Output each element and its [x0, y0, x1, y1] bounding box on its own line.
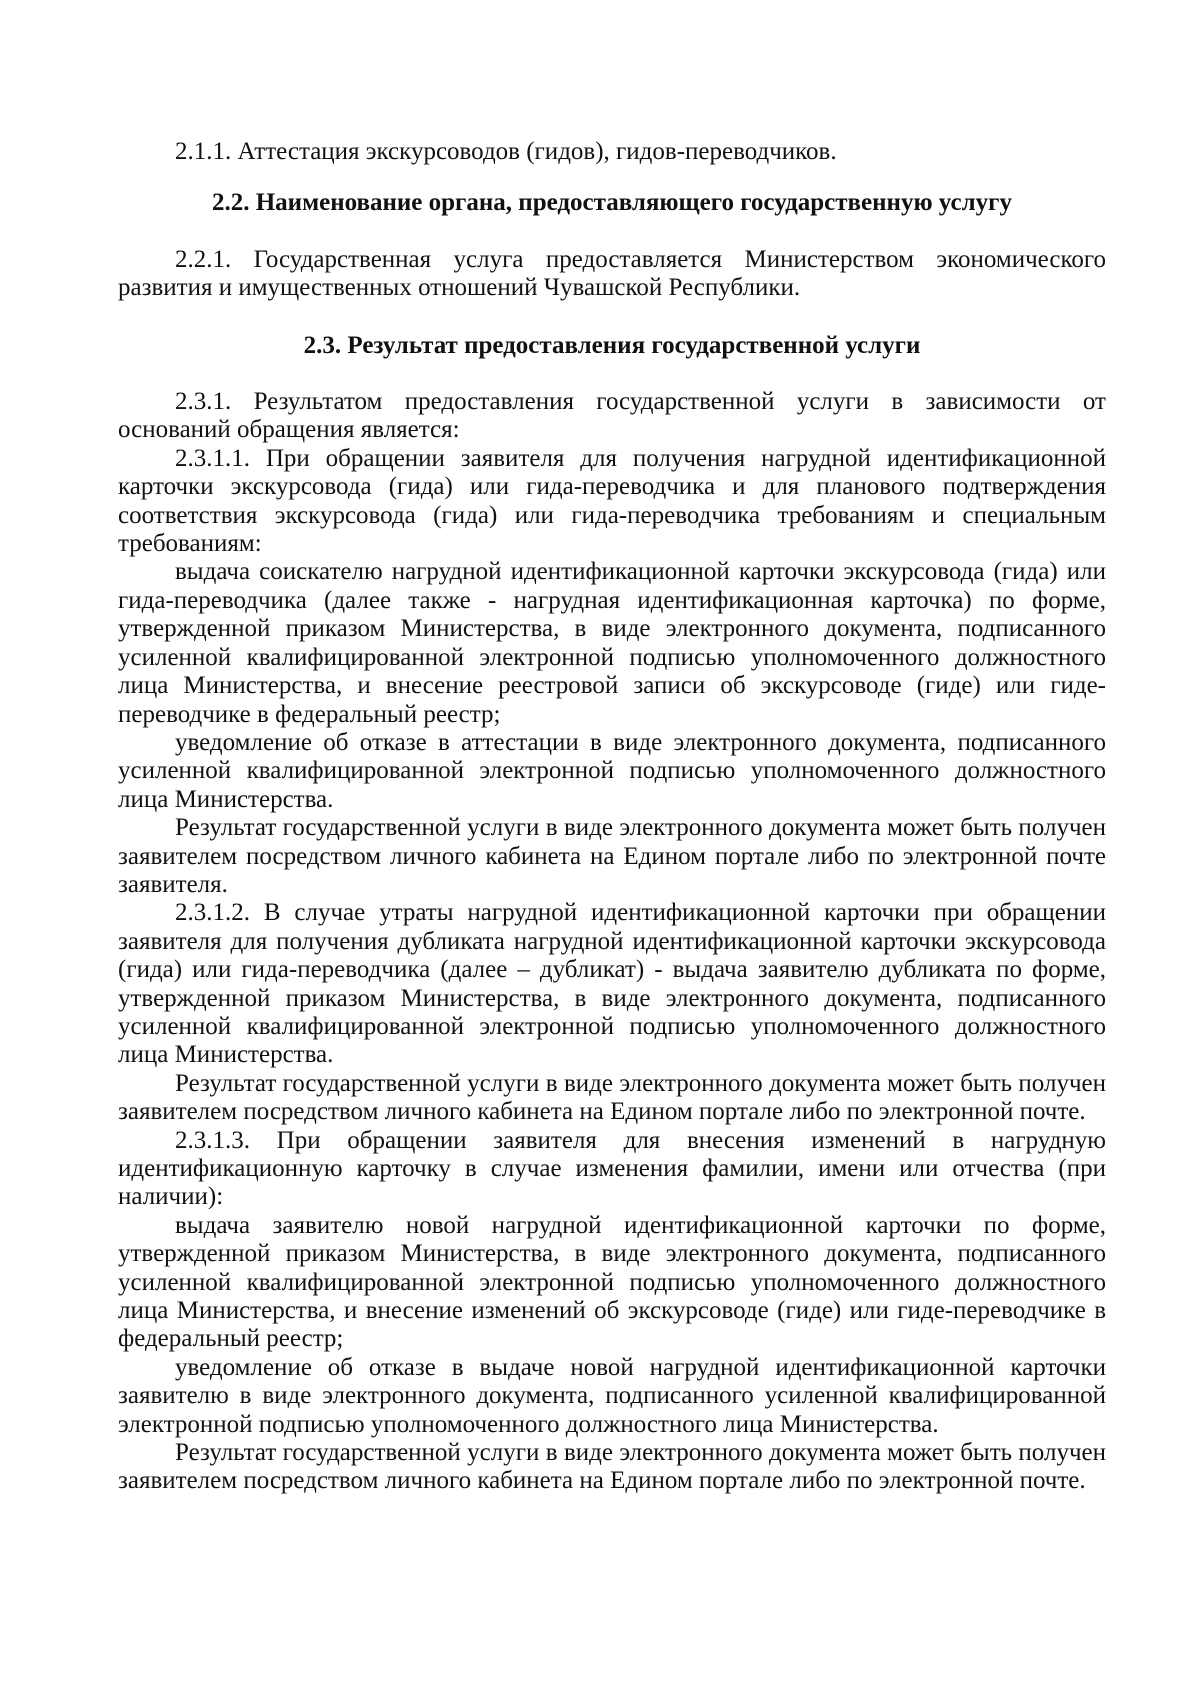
paragraph-refusal-1: уведомление об отказе в аттестации в виде электронного документа, подписанного усиленной квалифицированной электронной подписью уполномоченного должностного лица Министерства.: [118, 728, 1106, 813]
paragraph-result-1: Результат государственной услуги в виде электронного документа может быть получен заявителем посредством личного кабинета на Едином портале либо по электронной почте заявителя.: [118, 814, 1106, 898]
paragraph-issue-card: выдача соискателю нагрудной идентификационной карточки экскурсовода (гида) или гида-переводчика (далее также - нагрудная идентификационная карточка) по форме, утвержденной приказом Министерства, в виде электронного документа, подписанного усиленной квалифицированной электронной подписью уполномоченного должностного лица Министерства, и внесение реестровой записи об экскурсоводе (гиде) или гиде-переводчике в федеральный реестр;: [118, 558, 1106, 728]
paragraph-refusal-2: уведомление об отказе в выдаче новой нагрудной идентификационной карточки заявителю в виде электронного документа, подписанного усиленной квалифицированной электронной подписью уполномоченного должностного лица Министерства.: [118, 1353, 1106, 1438]
heading-2-3: 2.3. Результат предоставления государственной услуги: [303, 331, 921, 359]
paragraph-2-2-1: 2.2.1. Государственная услуга предоставляется Министерством экономического развития и имущественных отношений Чувашской Республики.: [118, 245, 1106, 302]
paragraph-2-3-1-3: 2.3.1.3. При обращении заявителя для внесения изменений в нагрудную идентификационную карточку в случае изменения фамилии, имени или отчества (при наличии):: [118, 1126, 1106, 1211]
document-body: [118, 138, 1106, 1496]
heading-2-2: 2.2. Наименование органа, предоставляющего государственную услугу: [211, 189, 1013, 217]
paragraph-2-1-1: 2.1.1. Аттестация экскурсоводов (гидов), гидов-переводчиков.: [175, 138, 837, 165]
paragraph-result-3: Результат государственной услуги в виде электронного документа может быть получен заявителем посредством личного кабинета на Едином портале либо по электронной почте.: [118, 1439, 1106, 1495]
paragraph-2-3-1: 2.3.1. Результатом предоставления государственной услуги в зависимости от оснований обращения является:: [118, 388, 1106, 444]
paragraph-2-3-1-1: 2.3.1.1. При обращении заявителя для получения нагрудной идентификационной карточки экскурсовода (гида) или гида-переводчика и для планового подтверждения соответствия экскурсовода (гида) или гида-переводчика требованиям и специальным требованиям:: [118, 444, 1106, 558]
paragraph-issue-new-card: выдача заявителю новой нагрудной идентификационной карточки по форме, утвержденной приказом Министерства, в виде электронного документа, подписанного усиленной квалифицированной электронной подписью уполномоченного должностного лица Министерства, и внесение изменений об экскурсоводе (гиде) или гиде-переводчике в федеральный реестр;: [118, 1211, 1106, 1353]
paragraph-result-2: Результат государственной услуги в виде электронного документа может быть получен заявителем посредством личного кабинета на Едином портале либо по электронной почте.: [118, 1069, 1106, 1126]
paragraph-2-3-1-2: 2.3.1.2. В случае утраты нагрудной идентификационной карточки при обращении заявителя для получения дубликата нагрудной идентификационной карточки экскурсовода (гида) или гида-переводчика (далее – дубликат) - выдача заявителю дубликата по форме, утвержденной приказом Министерства, в виде электронного документа, подписанного усиленной квалифицированной электронной подписью уполномоченного должностного лица Министерства.: [118, 899, 1106, 1069]
